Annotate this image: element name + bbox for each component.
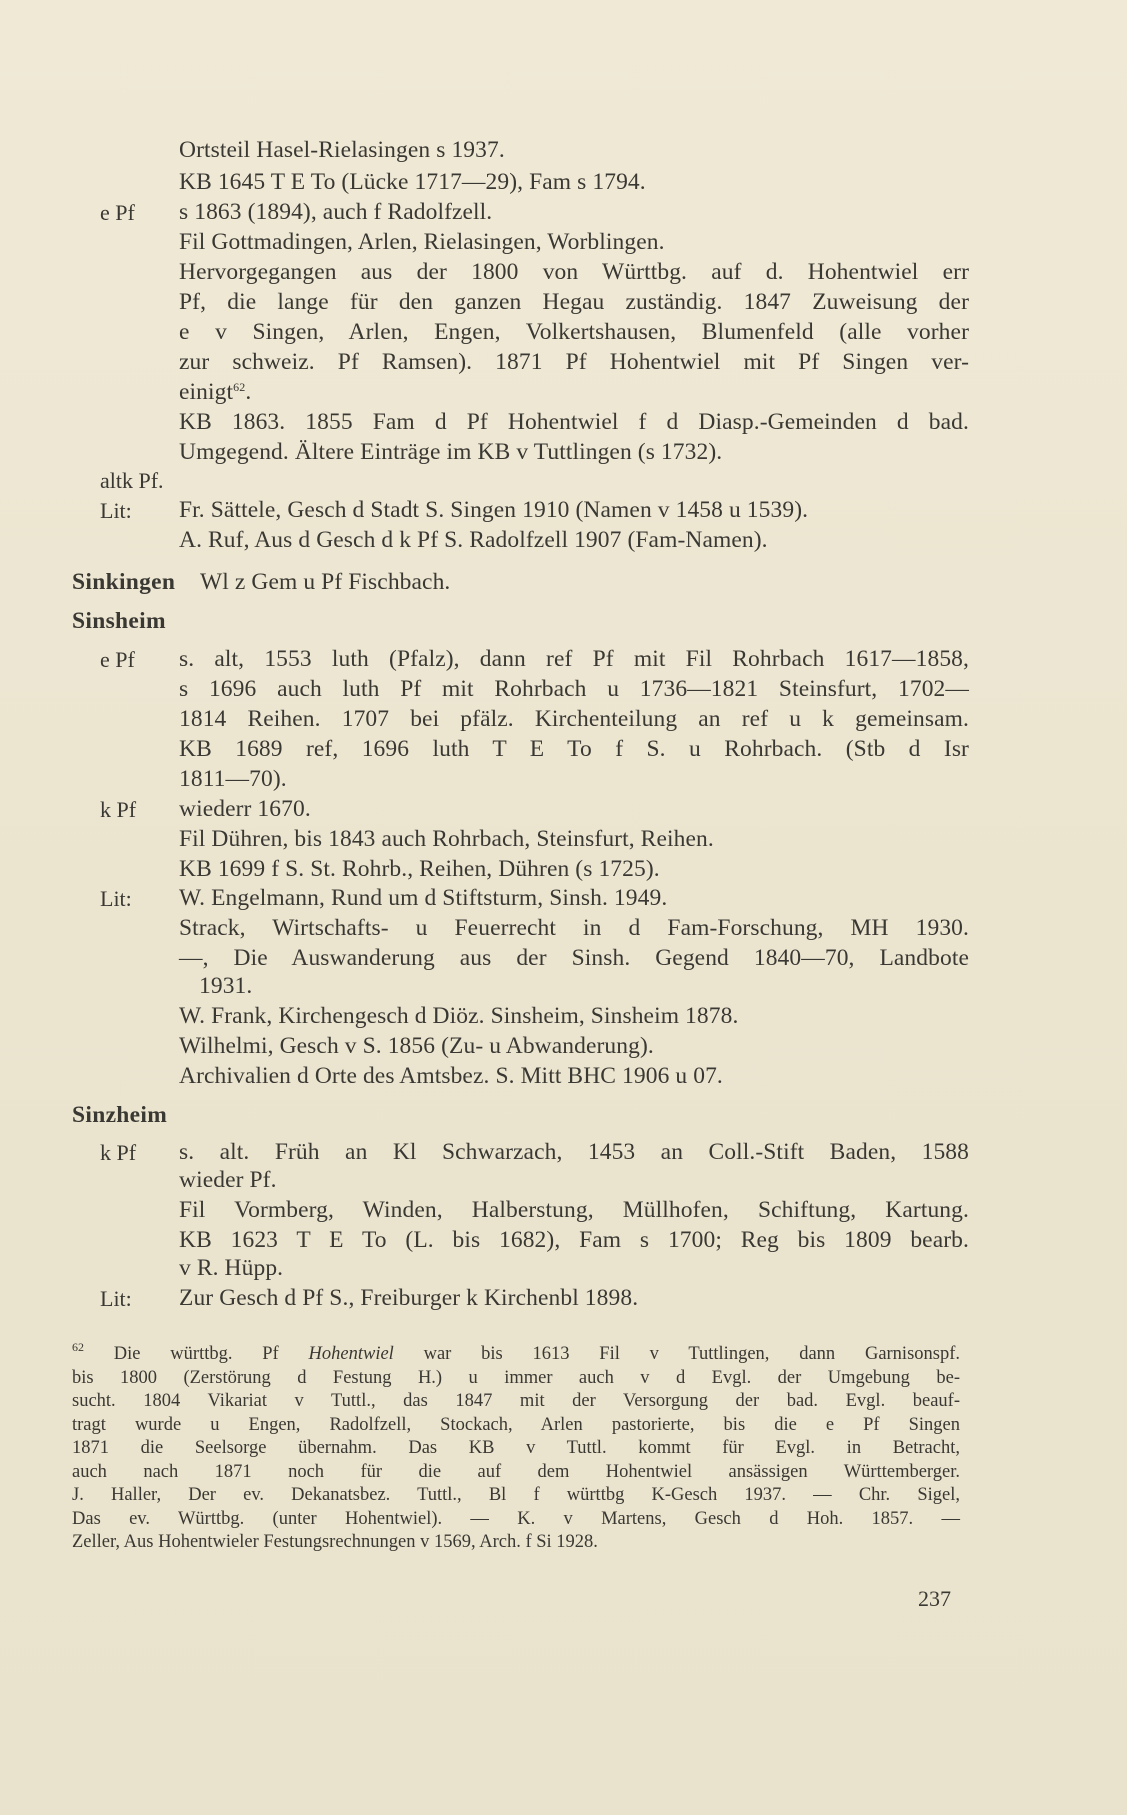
- literature-line: A. Ruf, Aus d Gesch d k Pf S. Radolfzell 1907 (Fam-Namen).: [179, 527, 768, 553]
- page-number: 237: [918, 1586, 951, 1611]
- footnote-line: tragt wurde u Engen, Radolfzell, Stockach, Arlen pastorierte, bis die e Pf Singen: [72, 1414, 960, 1435]
- text-line: zur schweiz. Pf Ramsen). 1871 Pf Hohentwiel mit Pf Singen ver-: [179, 349, 969, 375]
- text-fragment: .: [245, 379, 252, 405]
- footnote-line: $^{62}$ Die württbg. Pf Hohentwiel war bis 1613 Fil v Tuttlingen, dann Garnisonspf.: [72, 1340, 961, 1364]
- footnote-line: 1871 die Seelsorge übernahm. Das KB v Tuttl. kommt für Evgl. in Betracht,: [72, 1438, 960, 1458]
- literature-line: Strack, Wirtschafts- u Feuerrecht in d Fam-Forschung, MH 1930.: [179, 915, 969, 941]
- text-line: KB 1863. 1855 Fam d Pf Hohentwiel f d Diasp.-Gemeinden d bad.: [179, 409, 969, 435]
- footnote-line: J. Haller, Der ev. Dekanatsbez. Tuttl., Bl f württbg K-Gesch 1937. — Chr. Sigel,: [72, 1485, 960, 1505]
- literature-line: Zur Gesch d Pf S., Freiburger k Kirchenbl 1898.: [179, 1285, 639, 1311]
- text-line: s. alt, 1553 luth (Pfalz), dann ref Pf mit Fil Rohrbach 1617—1858,: [179, 646, 969, 672]
- text-line: Fil Vormberg, Winden, Halberstung, Müllhofen, Schiftung, Kartung.: [179, 1197, 969, 1223]
- entry-label-lit: Lit:: [100, 1286, 132, 1311]
- text-line: 1814 Reihen. 1707 bei pfälz. Kirchenteilung an ref u k gemeinsam.: [179, 706, 969, 732]
- text-line: KB 1623 T E To (L. bis 1682), Fam s 1700; Reg bis 1809 bearb.: [179, 1227, 969, 1253]
- text-line: KB 1699 f S. St. Rohrb., Reihen, Dühren (s 1725).: [179, 856, 660, 882]
- text-line: s 1696 auch luth Pf mit Rohrbach u 1736—1821 Steinsfurt, 1702—: [179, 676, 969, 702]
- footnote-ref[interactable]: 62: [233, 380, 246, 394]
- entry-label-lit: Lit:: [100, 498, 132, 523]
- literature-line: W. Frank, Kirchengesch d Diöz. Sinsheim, Sinsheim 1878.: [179, 1003, 739, 1029]
- entry-heading-sinkingen: Sinkingen: [72, 569, 176, 595]
- entry-label-kpf: k Pf: [100, 797, 137, 822]
- text-line: wieder Pf.: [179, 1167, 277, 1193]
- text-line: Umgegend. Ältere Einträge im KB v Tuttlingen (s 1732).: [179, 439, 723, 465]
- text-line: Wl z Gem u Pf Fischbach.: [200, 569, 451, 595]
- footnote-line: auch nach 1871 noch für die auf dem Hohentwiel ansässigen Württemberger.: [72, 1461, 960, 1482]
- entry-heading-sinsheim: Sinsheim: [72, 608, 166, 634]
- footnote-number: 62: [72, 1340, 84, 1354]
- literature-line: Fr. Sättele, Gesch d Stadt S. Singen 1910 (Namen v 1458 u 1539).: [179, 497, 809, 523]
- footnote-line: Das ev. Württbg. (unter Hohentwiel). — K. v Martens, Gesch d Hoh. 1857. —: [72, 1508, 960, 1529]
- entry-label-epf: e Pf: [100, 647, 135, 672]
- text-line: KB 1689 ref, 1696 luth T E To f S. u Rohrbach. (Stb d Isr: [179, 736, 969, 762]
- text-line: v R. Hüpp.: [179, 1255, 284, 1281]
- footnote: [72, 1340, 961, 1555]
- entry-label-kpf: k Pf: [100, 1140, 137, 1165]
- entry-heading-sinzheim: Sinzheim: [72, 1102, 168, 1128]
- text-line: s 1863 (1894), auch f Radolfzell.: [179, 199, 493, 225]
- text-line: Fil Dühren, bis 1843 auch Rohrbach, Steinsfurt, Reihen.: [179, 826, 714, 852]
- literature-line: Wilhelmi, Gesch v S. 1856 (Zu- u Abwanderung).: [179, 1033, 654, 1059]
- entry-label-epf: e Pf: [100, 200, 135, 225]
- italic-place-name: Hohentwiel: [308, 1344, 394, 1364]
- literature-line: 1931.: [199, 973, 253, 999]
- text-line: KB 1645 T E To (Lücke 1717—29), Fam s 1794.: [179, 169, 646, 195]
- text-line: Ortsteil Hasel-Rielasingen s 1937.: [179, 137, 505, 163]
- entry-label-lit: Lit:: [100, 886, 132, 911]
- footnote-line: Zeller, Aus Hohentwieler Festungsrechnungen v 1569, Arch. f Si 1928.: [72, 1532, 598, 1552]
- text-line: 1811—70).: [179, 766, 287, 792]
- literature-line: W. Engelmann, Rund um d Stiftsturm, Sinsh. 1949.: [179, 885, 668, 911]
- footnote-line: bis 1800 (Zerstörung d Festung H.) u immer auch v d Evgl. der Umgebung be-: [72, 1367, 960, 1388]
- entry-label-altk: altk Pf.: [100, 468, 164, 493]
- text-line: Fil Gottmadingen, Arlen, Rielasingen, Worblingen.: [179, 229, 665, 255]
- literature-line: —, Die Auswanderung aus der Sinsh. Gegend 1840—70, Landbote: [179, 945, 969, 971]
- text-line: Hervorgegangen aus der 1800 von Württbg. auf d. Hohentwiel err: [179, 259, 969, 285]
- text-line: Pf, die lange für den ganzen Hegau zuständig. 1847 Zuweisung der: [179, 289, 969, 315]
- literature-line: Archivalien d Orte des Amtsbez. S. Mitt BHC 1906 u 07.: [179, 1063, 723, 1089]
- text-line-with-footnote-ref: [179, 378, 251, 407]
- text-fragment: einigt: [179, 379, 234, 405]
- text-line: wiederr 1670.: [179, 796, 311, 822]
- text-line: s. alt. Früh an Kl Schwarzach, 1453 an Coll.-Stift Baden, 1588: [179, 1139, 969, 1165]
- footnote-line: sucht. 1804 Vikariat v Tuttl., das 1847 mit der Versorgung der bad. Evgl. beauf-: [72, 1391, 960, 1411]
- text-line: e v Singen, Arlen, Engen, Volkertshausen, Blumenfeld (alle vorher: [179, 319, 969, 345]
